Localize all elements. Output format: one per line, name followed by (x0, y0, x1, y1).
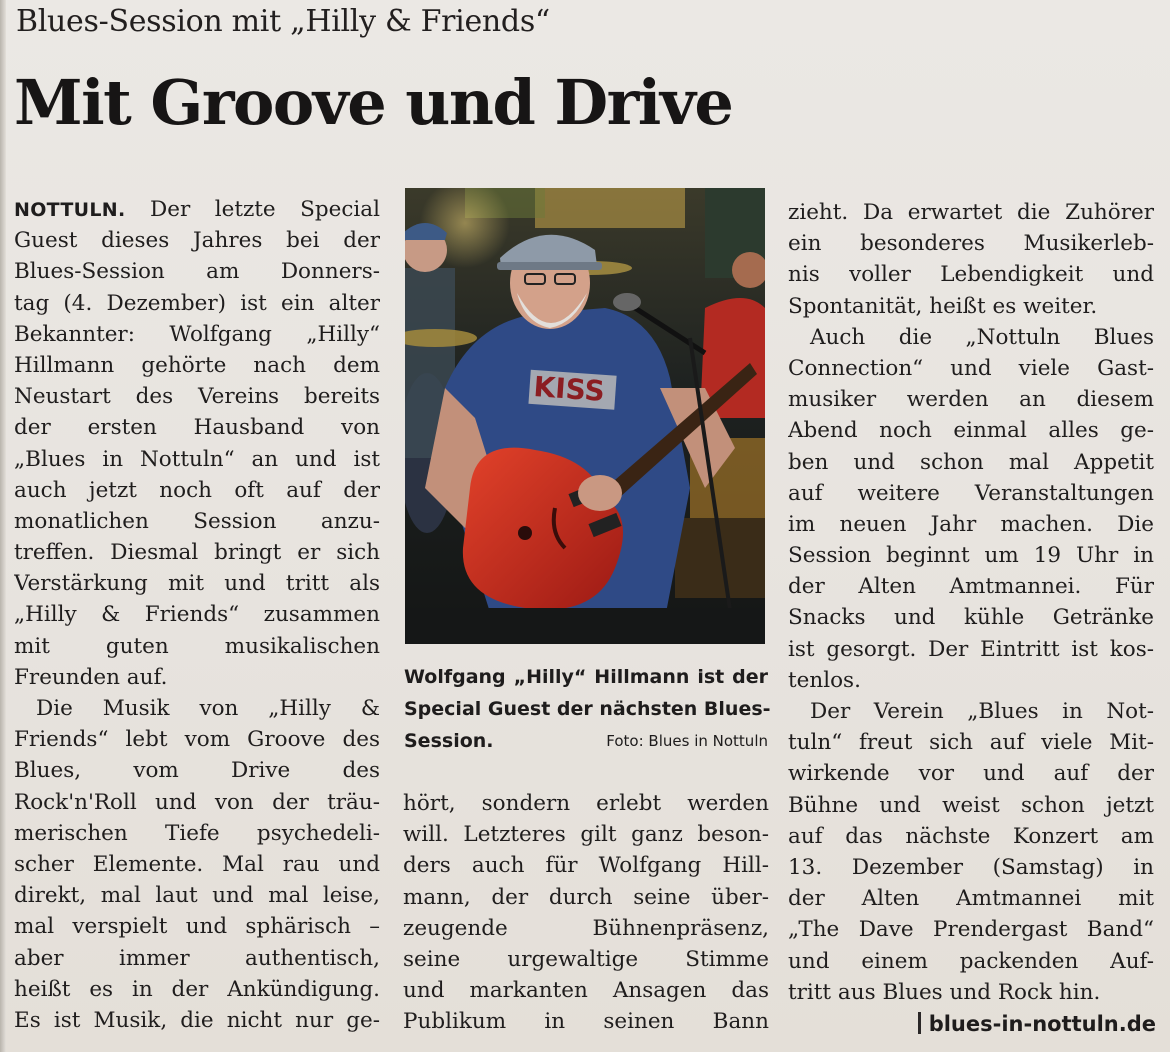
text-line: treffen. Diesmal bringt er sich (14, 540, 380, 566)
text-line: ben und schon mal Appetit (788, 449, 1154, 475)
article-column-2 (403, 788, 769, 1038)
text-line: tritt aus Blues und Rock hin. (788, 979, 1101, 1005)
text-line: und markanten Ansagen das (403, 978, 769, 1004)
separator-bar (918, 1012, 921, 1034)
text-line: seine urgewaltige Stimme (403, 946, 769, 972)
text-line: nis voller Lebendigkeit und (788, 262, 1154, 288)
text-line: scher Elemente. Mal rau und (14, 851, 380, 877)
text-line: hört, sondern erlebt werden (403, 791, 769, 816)
text-line: „The Dave Prendergast Band“ (788, 917, 1154, 943)
text-line: 13. Dezember (Samstag) in (788, 854, 1154, 880)
text-line: ein besonderes Musikerleb- (788, 231, 1154, 257)
caption-text: Session. (404, 730, 494, 752)
text-line: Rock'n'Roll und von der träu- (14, 789, 380, 815)
text-line: tenlos. (788, 667, 861, 693)
text-line: der ersten Hausband von (14, 415, 380, 441)
dateline: NOTTULN. (14, 199, 126, 221)
text-line: zieht. Da erwartet die Zuhörer (788, 200, 1154, 225)
text-line: Verstärkung mit und tritt als (14, 571, 380, 597)
text-line: Friends“ lebt vom Groove des (14, 727, 380, 753)
text-line: im neuen Jahr machen. Die (788, 511, 1154, 537)
text-line: Abend noch einmal alles ge- (788, 418, 1154, 444)
text-line: Es ist Musik, die nicht nur ge- (14, 1007, 380, 1033)
text-line: der Alten Amtmannei. Für (788, 574, 1154, 600)
text-line: direkt, mal laut und mal leise, (14, 883, 380, 909)
text-line: Blues-Session am Donners- (14, 259, 380, 285)
text-line: ist gesorgt. Der Eintritt ist kos- (788, 636, 1154, 662)
text-line: Der Verein „Blues in Not- (810, 699, 1154, 724)
caption-line: Special Guest der nächsten Blues- (404, 698, 771, 720)
text-line: und einem packenden Auf- (788, 948, 1154, 974)
text-line: tag (4. Dezember) ist ein alter (14, 290, 380, 316)
website-link[interactable] (918, 1012, 1156, 1036)
text-line: auch jetzt noch oft auf der (14, 477, 380, 503)
text-line: Bühne und weist schon jetzt (788, 792, 1154, 818)
text-line: Auch die „Nottuln Blues (810, 324, 1154, 350)
text-line: zeugende Bühnenpräsenz, (403, 915, 769, 941)
text-line: mit guten musikalischen (14, 633, 380, 659)
article-kicker: Blues-Session mit „Hilly & Friends“ (16, 4, 550, 39)
text-line: Bekannter: Wolfgang „Hilly“ (14, 321, 380, 347)
page-edge (0, 0, 6, 1052)
text-line: will. Letzteres gilt ganz beson- (403, 822, 769, 848)
article-headline: Mit Groove und Drive (14, 66, 733, 139)
text-line: Freunden auf. (14, 664, 168, 690)
text-line: musiker werden an diesem (788, 387, 1154, 413)
text-line: „Blues in Nottuln“ an und ist (14, 446, 380, 472)
text-line: monatlichen Session anzu- (14, 508, 380, 534)
text-line: Neustart des Vereins bereits (14, 384, 380, 410)
caption-line (404, 725, 768, 757)
text-line: aber immer authentisch, (14, 945, 380, 971)
website-link-text: blues-in-nottuln.de (928, 1012, 1156, 1036)
text-line: Die Musik von „Hilly & (36, 696, 380, 721)
text-line: Publikum in seinen Bann (403, 1009, 769, 1035)
text-line: Connection“ und viele Gast- (788, 355, 1154, 381)
guitarist-illustration (405, 188, 765, 644)
text-line: Guest dieses Jahres bei der (14, 228, 380, 254)
text-line: Snacks und kühle Getränke (788, 605, 1154, 631)
text-line (14, 194, 380, 225)
text-line: Hillmann gehörte nach dem (14, 352, 380, 378)
text-line: tuln“ freut sich auf viele Mit- (788, 730, 1154, 756)
article-column-1 (14, 194, 380, 1036)
text-line: mal verspielt und sphärisch – (14, 914, 380, 940)
text-line: Blues, vom Drive des (14, 758, 380, 784)
text-line: merischen Tiefe psychedeli- (14, 820, 380, 846)
photo-caption (404, 661, 771, 757)
text-line: heißt es in der Ankündigung. (14, 976, 380, 1002)
text-line: der Alten Amtmannei mit (788, 886, 1154, 912)
text-line: „Hilly & Friends“ zusammen (14, 602, 380, 628)
concert-photo (405, 188, 765, 644)
text-line: wirkende vor und auf der (788, 761, 1154, 787)
shirt-logo: KISS (532, 370, 606, 408)
caption-line: Wolfgang „Hilly“ Hillmann ist der (404, 666, 768, 688)
text-line: ders auch für Wolfgang Hill- (403, 853, 769, 879)
text-line: Spontanität, heißt es weiter. (788, 293, 1098, 319)
article-column-3 (788, 197, 1154, 1008)
text-line: auf weitere Veranstaltungen (788, 480, 1154, 506)
text-line-part: Der letzte Special (125, 197, 380, 222)
text-line: Session beginnt um 19 Uhr in (788, 543, 1154, 569)
photo-credit: Foto: Blues in Nottuln (606, 732, 768, 750)
text-line: auf das nächste Konzert am (788, 823, 1154, 849)
text-line: mann, der durch seine über- (403, 884, 769, 910)
